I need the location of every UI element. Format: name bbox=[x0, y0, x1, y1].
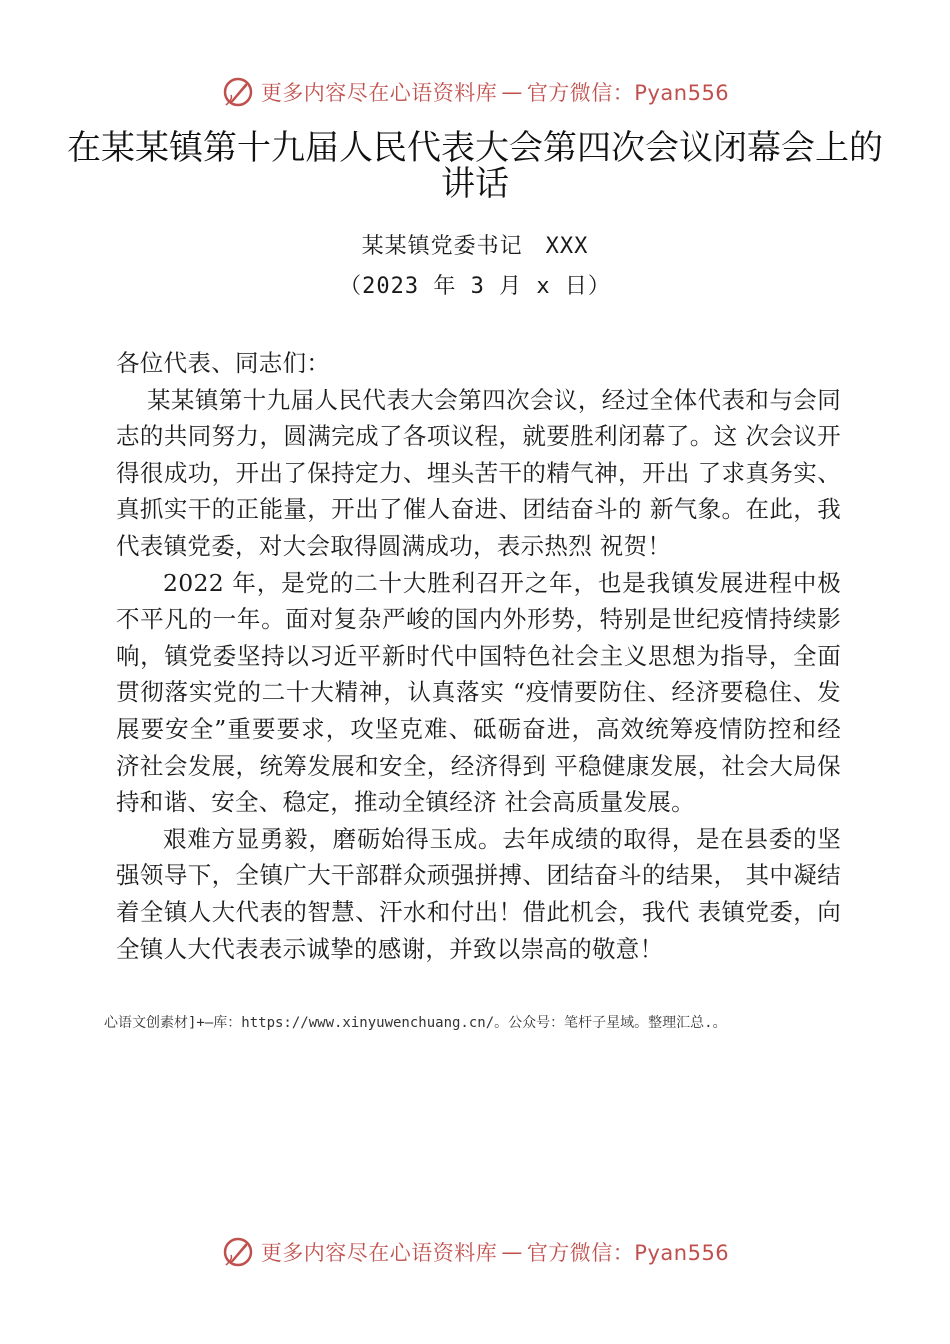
header-watermark-banner bbox=[0, 72, 950, 112]
paragraph: 艰难方显勇毅，磨砺始得玉成。去年成绩的取得，是在县委的坚强领导下，全镇广大干部群众顽强拼搏、团结奋斗的结果， 其中凝结着全镇人大代表的智慧、汗水和付出！借此机会，我代 表镇党委，向全镇人大代表表示诚挚的感谢，并致以崇高的敬意！ bbox=[116, 824, 841, 963]
page-title: 在某某镇第十九届人民代表大会第四次会议闭幕会上的讲话 bbox=[67, 128, 883, 204]
date-line: （2023 年 3 月 x 日） bbox=[339, 274, 611, 299]
speech-body bbox=[116, 345, 841, 967]
banner-separator: — bbox=[501, 1240, 523, 1264]
author-line: 某某镇党委书记 XXX bbox=[361, 234, 589, 259]
source-footnote: 心语文创素材]+—库：https://www.xinyuwenchuang.cn/。公众号：笔杆子星域。整理汇总.。 bbox=[104, 1015, 727, 1031]
paragraph: 2022 年，是党的二十大胜利召开之年，也是我镇发展进程中极不平凡的一年。面对复杂严峻的国内外形势，特别是世纪疫情持续影响，镇党委坚持以习近平新时代中国特色社会主义思想为指导，全面贯彻落实党的二十大精神，认真落实 “疫情要防住、经济要稳住、发展要安全”重要要求，攻坚克难、砥砺奋进，高效统筹疫情防控和经济社会发展，统筹发展和安全，经济得到 平稳健康发展，社会大局保持和谐、安全、稳定，推动全镇经济 社会高质量发展。 bbox=[116, 568, 841, 817]
footer-watermark-banner bbox=[0, 1232, 950, 1272]
banner-text: 更多内容尽在心语资料库 bbox=[260, 1241, 498, 1265]
paragraph: 某某镇第十九届人民代表大会第四次会议，经过全体代表和与会同志的共同努力，圆满完成了各项议程，就要胜利闭幕了。这 次会议开得很成功，开出了保持定力、埋头苦干的精气神，开出 了求真务实、真抓实干的正能量，开出了催人奋进、团结奋斗的 新气象。在此，我代表镇党委，对大会取得圆满成功，表示热烈 祝贺！ bbox=[116, 385, 841, 560]
banner-text: 更多内容尽在心语资料库 bbox=[260, 81, 498, 105]
quill-circle-icon bbox=[221, 1235, 255, 1269]
banner-separator: — bbox=[501, 80, 523, 104]
quill-circle-icon bbox=[221, 75, 255, 109]
banner-contact: 官方微信：Pyan556 bbox=[526, 81, 730, 105]
salutation: 各位代表、同志们： bbox=[116, 349, 331, 377]
banner-contact: 官方微信：Pyan556 bbox=[526, 1241, 730, 1265]
